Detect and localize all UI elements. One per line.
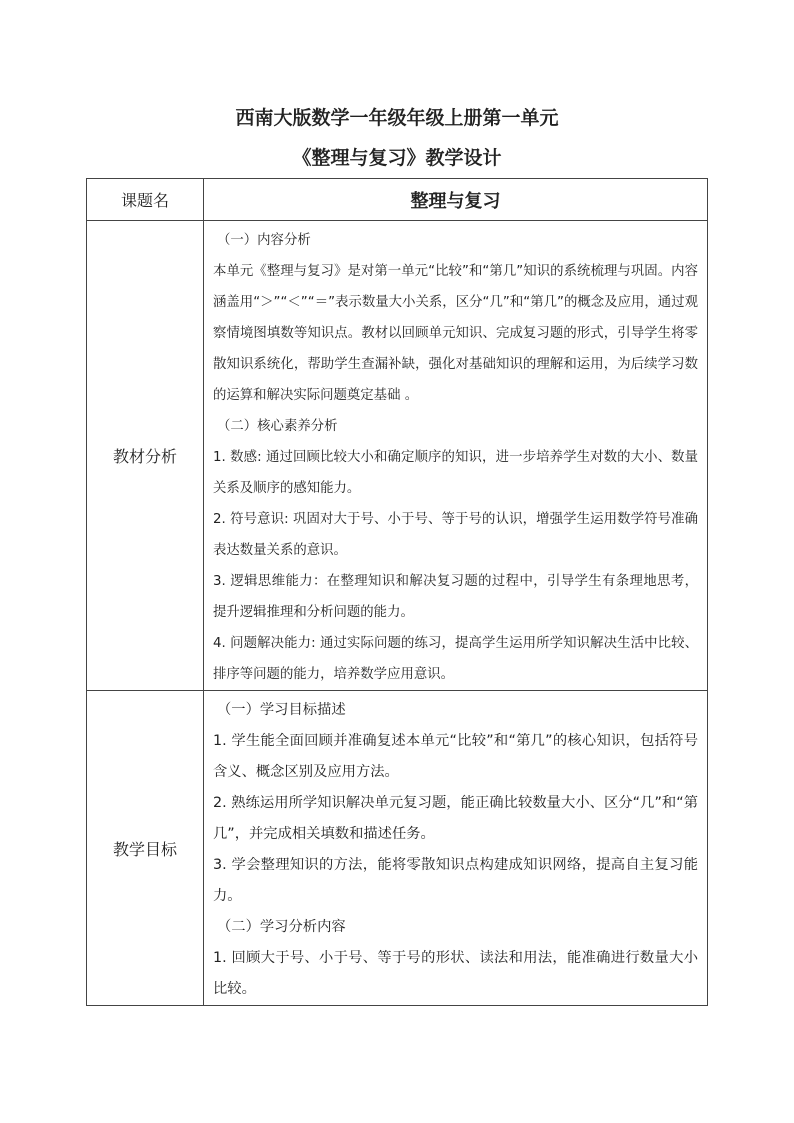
topic-label-cell: 课题名 [87,179,204,221]
core-literacy-item: 2. 符号意识: 巩固对大于号、小于号、等于号的认识，增强学生运用数学符号准确表达数量关系的意识。 [213,512,698,558]
topic-value-cell: 整理与复习 [204,179,708,221]
core-literacy-item: 3. 逻辑思维能力：在整理知识和解决复习题的过程中，引导学生有条理地思考，提升逻辑推理和分析问题的能力。 [213,574,698,620]
document-subtitle: 《整理与复习》教学设计 [292,147,502,169]
learning-analysis-heading: （二）学习分析内容 [217,919,346,935]
table-row-topic [87,179,708,221]
learning-goal-item: 2. 熟练运用所学知识解决单元复习题，能正确比较数量大小、区分“几”和“第几”，并完成相关填数和描述任务。 [213,795,698,842]
core-literacy-heading: （二）核心素养分析 [217,419,338,434]
textbook-analysis-label: 教材分析 [87,221,204,691]
lesson-plan-table [86,178,708,1006]
document-title: 西南大版数学一年级年级上册第一单元 [235,107,559,129]
content-analysis-heading: （一）内容分析 [217,233,311,248]
textbook-analysis-content [204,221,708,691]
core-literacy-item: 4. 问题解决能力: 通过实际问题的练习，提高学生运用所学知识解决生活中比较、排序等问题的能力，培养数学应用意识。 [213,636,698,682]
table-row-teaching-goals [87,691,708,1006]
learning-goals-heading: （一）学习目标描述 [217,702,346,718]
table-row-textbook-analysis [87,221,708,691]
learning-goal-item: 1. 学生能全面回顾并准确复述本单元“比较”和“第几”的核心知识，包括符号含义、概念区别及应用方法。 [213,733,698,780]
content-analysis-paragraph: 本单元《整理与复习》是对第一单元“比较”和“第几”知识的系统梳理与巩固。内容涵盖用“＞”“＜”“＝”表示数量大小关系，区分“几”和“第几”的概念及应用，通过观察情境图填数等知识点。教材以回顾单元知识、完成复习题的形式，引导学生将零散知识系统化，帮助学生查漏补缺，强化对基础知识的理解和运用，为后续学习数的运算和解决实际问题奠定基础 。 [213,264,698,403]
teaching-goals-label: 教学目标 [87,691,204,1006]
learning-goal-item: 3. 学会整理知识的方法，能将零散知识点构建成知识网络，提高自主复习能力。 [213,857,698,904]
core-literacy-item: 1. 数感: 通过回顾比较大小和确定顺序的知识，进一步培养学生对数的大小、数量关系及顺序的感知能力。 [213,450,698,496]
teaching-goals-content [204,691,708,1006]
learning-analysis-item: 1. 回顾大于号、小于号、等于号的形状、读法和用法，能准确进行数量大小比较。 [213,950,698,997]
